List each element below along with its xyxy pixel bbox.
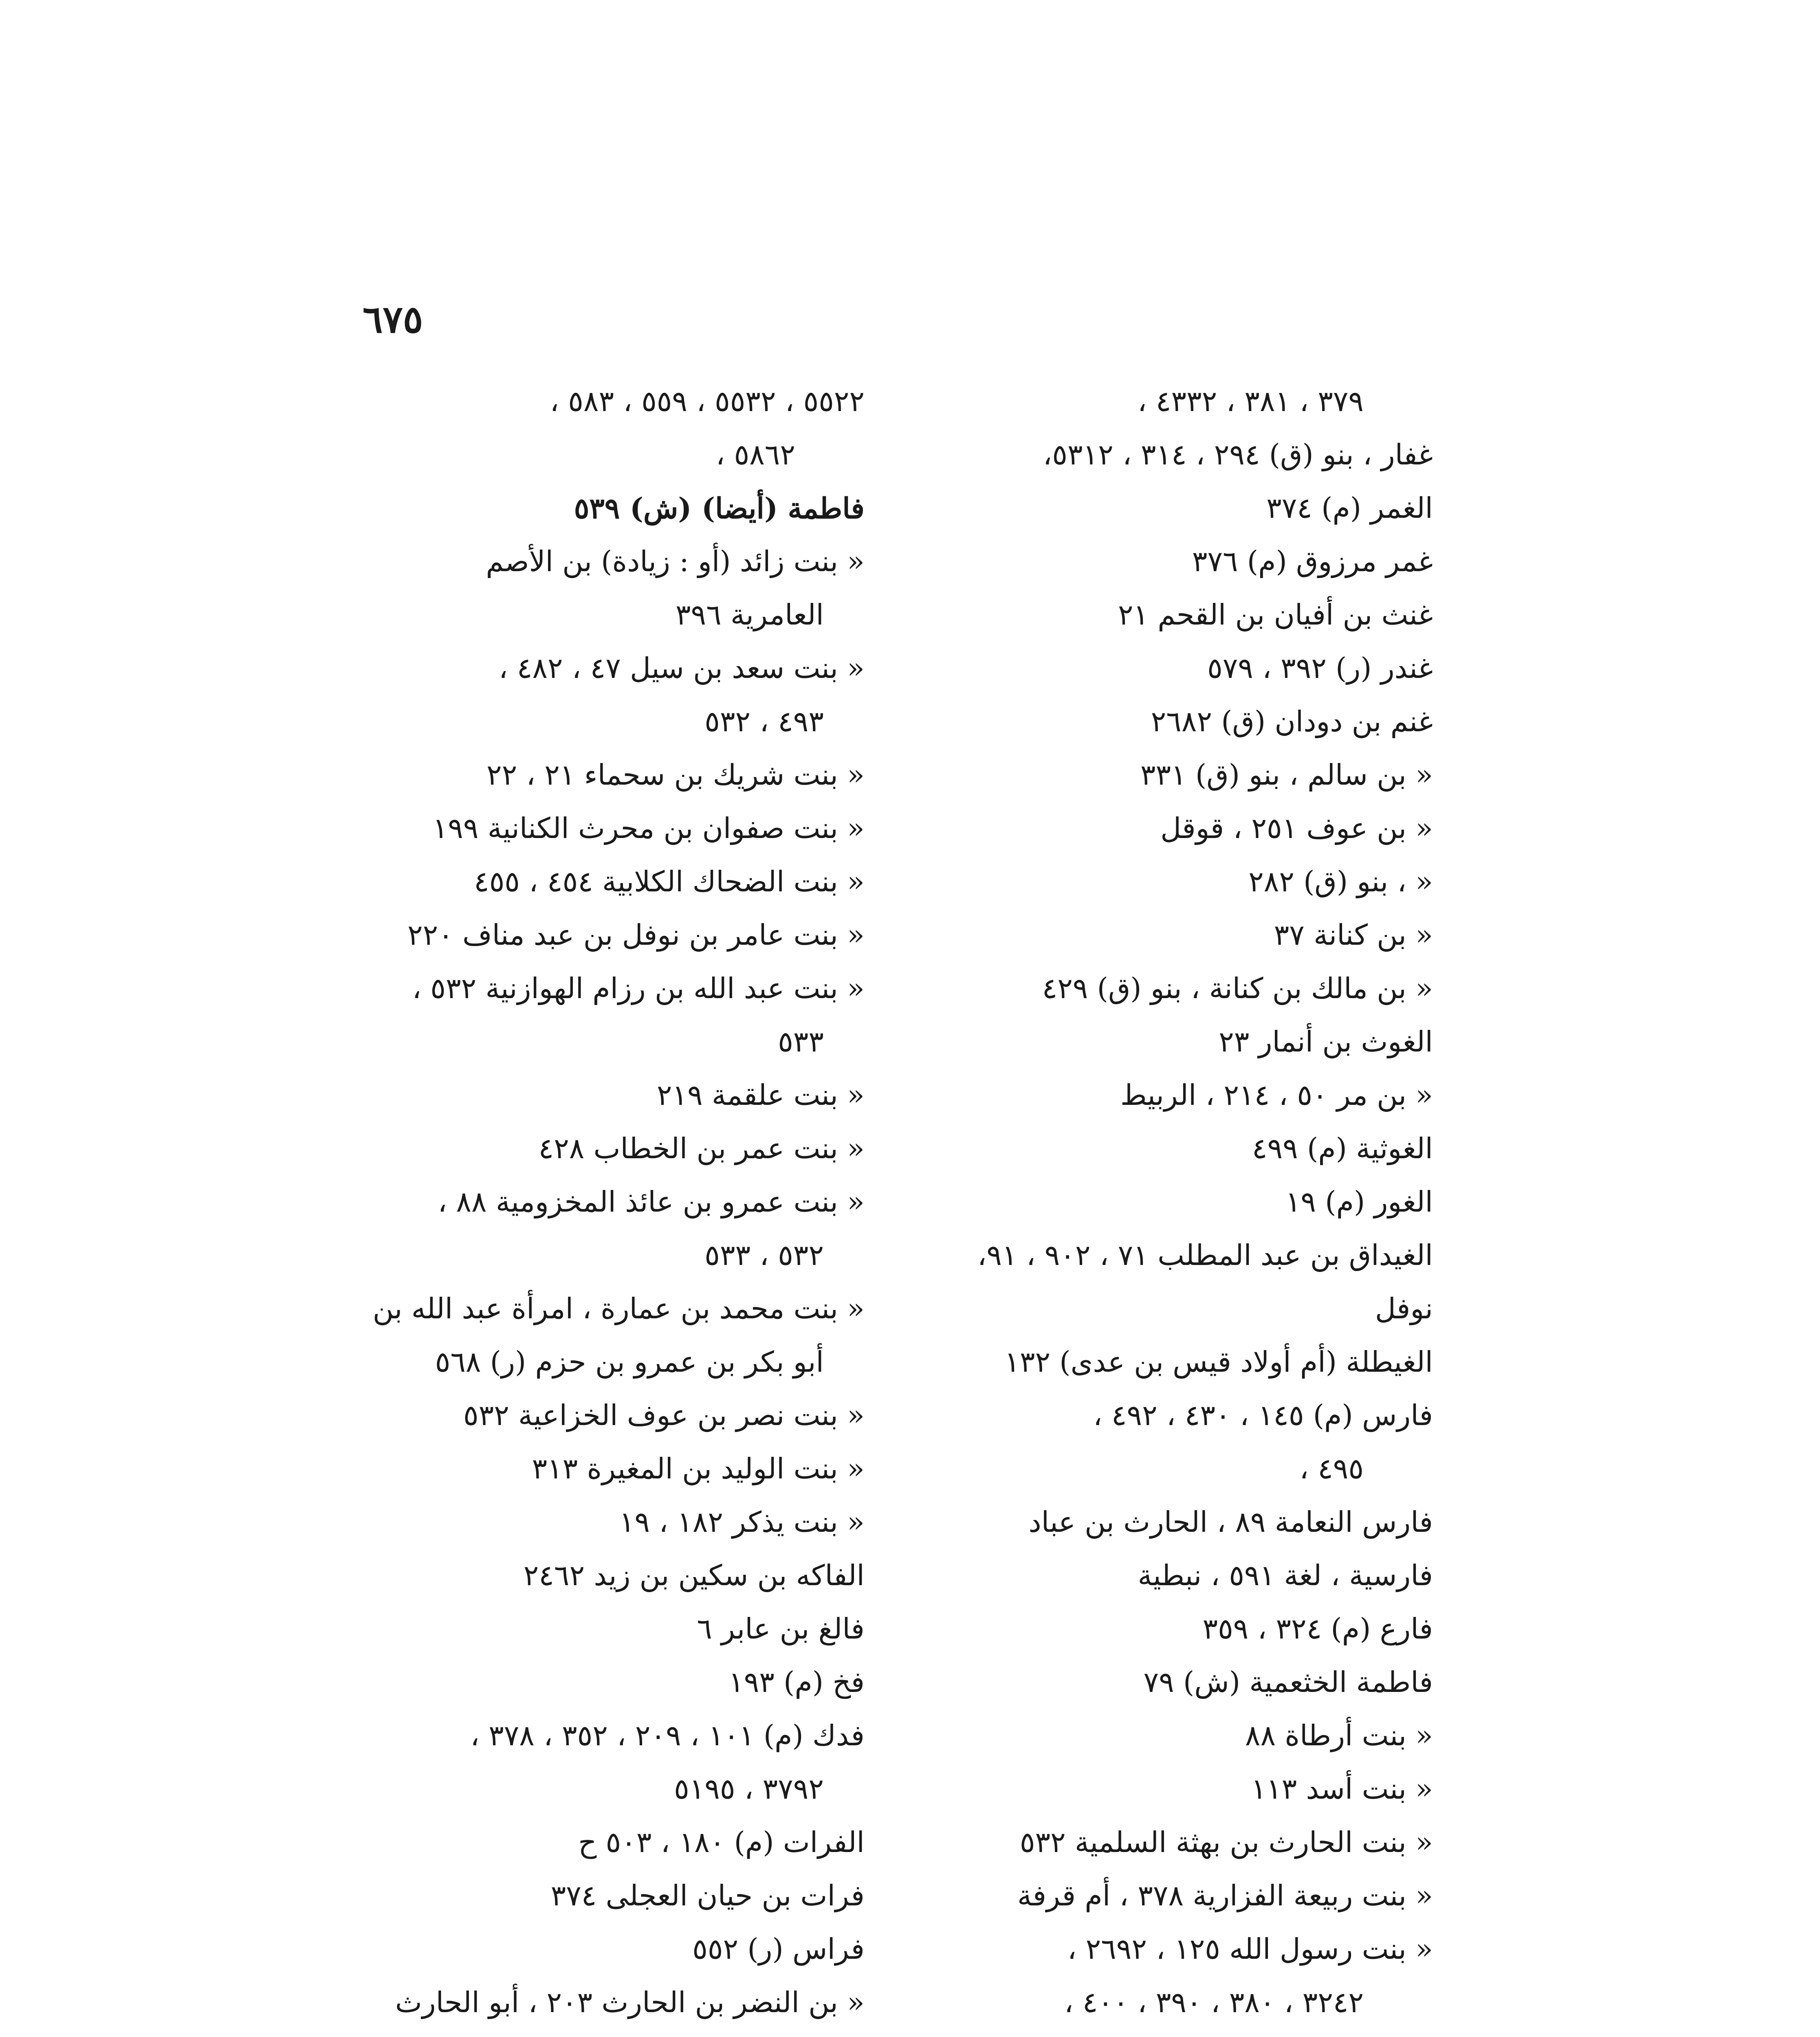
index-entry: « بنت صفوان بن محرث الكنانية ١٩٩ [432,812,865,845]
index-entry: الغيطلة (أم أولاد قيس بن عدى) ١٣٢ [1004,1345,1433,1379]
index-entry: « بنت أرطاة ٨٨ [1245,1719,1433,1752]
index-entry: « بن مالك بن كنانة ، بنو (ق) ٤٢٩ [1042,972,1433,1005]
index-entry: فارس (م) ١٤٥ ، ٤٣٠ ، ٤٩٢ ، [1093,1399,1433,1432]
index-entry: ٣٧٩ ، ٣٨١ ، ٤٣٣٢ ، [1137,385,1364,418]
index-entry: « بنت عبد الله بن رزام الهوازنية ٥٣٢ ، [412,972,865,1005]
index-entry: « بنت رسول الله ١٢٥ ، ٢٦٩٢ ، [1067,1932,1433,1966]
index-entry: فراس (ر) ٥٥٢ [692,1932,865,1966]
index-entry: « بنت شريك بن سحماء ٢١ ، ٢٢ [486,758,865,792]
index-entry: فرات بن حيان العجلى ٣٧٤ [550,1879,865,1912]
index-entry: الغور (م) ١٩ [1285,1185,1433,1219]
index-entry: « ، بنو (ق) ٢٨٢ [1248,865,1433,898]
index-entry: « بن سالم ، بنو (ق) ٣٣١ [1140,758,1433,792]
index-entry: « بنت محمد بن عمارة ، امرأة عبد الله بن [372,1292,865,1325]
index-entry: « بن كنانة ٣٧ [1274,918,1433,952]
index-entry: « بنت يذكر ١٨٢ ، ١٩ [619,1505,865,1539]
index-entry: ٣٧٩٢ ، ٥١٩٥ [674,1772,824,1806]
index-entry: فارسية ، لغة ٥٩١ ، نبطية [1138,1559,1433,1592]
index-entry: فارس النعامة ٨٩ ، الحارث بن عباد [1028,1505,1433,1539]
index-entry: « بنت الضحاك الكلابية ٤٥٤ ، ٤٥٥ [474,865,865,898]
index-entry: غنم بن دودان (ق) ٢٦٨٢ [1151,705,1433,738]
index-entry: « بنت الحارث بن بهثة السلمية ٥٣٢ [1019,1826,1433,1859]
index-entry: غفار ، بنو (ق) ٢٩٤ ، ٣١٤ ، ٥٣١٢، [1043,438,1433,471]
index-entry: فخ (م) ١٩٣ [728,1665,865,1699]
index-entry: ٤٩٣ ، ٥٣٢ [704,705,824,738]
index-entry: فاطمة (أيضا) (ش) ٥٣٩ [574,491,865,525]
index-column-left [253,375,865,2037]
index-entry: « بن النضر بن الحارث ٢٠٣ ، أبو الحارث [395,1986,865,2019]
index-entry: الغمر (م) ٣٧٤ [1266,491,1433,525]
index-entry: فالغ بن عابر ٦ [697,1612,865,1645]
index-entry: غمر مرزوق (م) ٣٧٦ [1192,545,1433,578]
index-entry: « بنت ربيعة الفزارية ٣٧٨ ، أم قرفة [1017,1879,1433,1912]
index-entry: الغوثية (م) ٤٩٩ [1252,1132,1433,1165]
index-entry: ٥٣٣ [778,1025,824,1058]
index-entry: « بنت عامر بن نوفل بن عبد مناف ٢٢٠ [407,918,865,952]
index-entry: « بنت زائد (أو : زيادة) بن الأصم [486,545,865,578]
index-entry: « بن عوف ٢٥١ ، قوقل [1160,812,1433,845]
index-entry: فاطمة الخثعمية (ش) ٧٩ [1143,1665,1433,1699]
index-column-right [822,375,1433,2037]
index-entry [253,2029,865,2037]
index-entry: العامرية ٣٩٦ [675,598,824,631]
index-entry: « بن مر ٥٠ ، ٢١٤ ، الربيط [1120,1078,1433,1112]
page-number: ٦٧٥ [363,297,423,341]
index-entry: ٥٣٢ ، ٥٣٣ [704,1238,824,1272]
index-entry: الفاكه بن سكين بن زيد ٢٤٦٢ [523,1559,865,1592]
index-entry: « بنت علقمة ٢١٩ [656,1078,865,1112]
index-entry: ٥٨٦٢ ، [715,438,795,471]
index-entry: الفرات (م) ١٨٠ ، ٥٠٣ ح [578,1826,865,1859]
index-entry: فارع (م) ٣٢٤ ، ٣٥٩ [1202,1612,1433,1645]
index-entry: « بنت سعد بن سيل ٤٧ ، ٤٨٢ ، [498,651,865,685]
index-entry: ٥٥٢٢ ، ٥٥٣٢ ، ٥٥٩ ، ٥٨٣ ، [550,385,865,418]
index-entry: فدك (م) ١٠١ ، ٢٠٩ ، ٣٥٢ ، ٣٧٨ ، [470,1719,865,1752]
index-entry: أبو بكر بن عمرو بن حزم (ر) ٥٦٨ [435,1345,824,1379]
index-entry: « بنت عمرو بن عائذ المخزومية ٨٨ ، [438,1185,865,1219]
index-entry: غنث بن أفيان بن القحم ٢١ [1118,598,1433,631]
index-entry: « بنت نصر بن عوف الخزاعية ٥٣٢ [463,1399,865,1432]
index-entry: « بنت الوليد بن المغيرة ٣١٣ [532,1452,865,1485]
index-entry: ٤٩٥ ، [1299,1452,1364,1485]
index-entry: الغيداق بن عبد المطلب ٧١ ، ٩٠٢ ، ٩١، [977,1238,1433,1272]
index-entry: الغوث بن أنمار ٢٣ [1219,1025,1433,1058]
index-entry: « بنت عمر بن الخطاب ٤٢٨ [538,1132,865,1165]
index-entry: ٣٢٤٢ ، ٣٨٠ ، ٣٩٠ ، ٤٠٠ ، [1064,1986,1364,2019]
index-entry: نوفل [1375,1292,1433,1325]
index-entry: غندر (ر) ٣٩٢ ، ٥٧٩ [1207,651,1433,685]
index-entry: « بنت أسد ١١٣ [1251,1772,1433,1806]
index-entry [822,2029,1433,2037]
